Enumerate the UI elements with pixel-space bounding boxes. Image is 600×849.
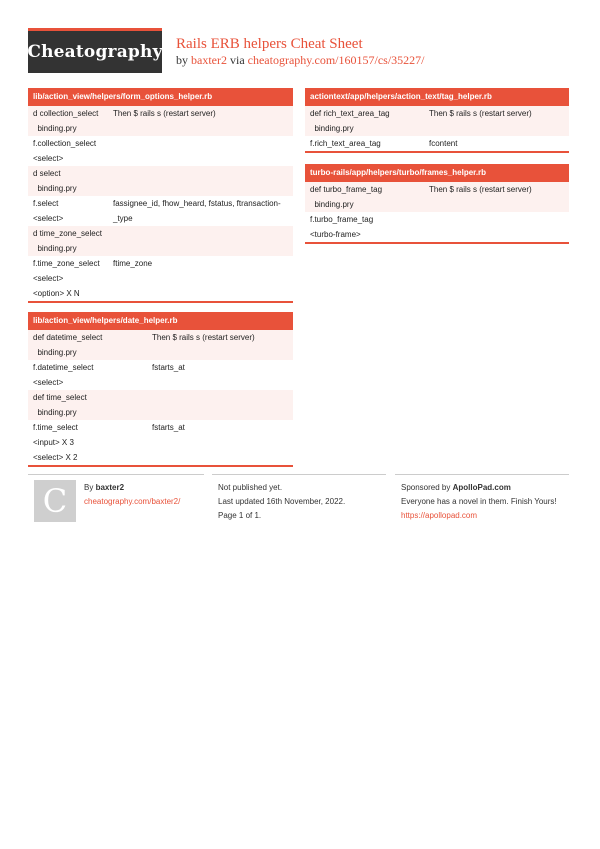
table-row: f.rich_text_area_tag fcontent	[305, 136, 569, 151]
section-header: lib/action_view/helpers/form_options_helper.rb	[28, 88, 293, 106]
section-date-helper	[28, 312, 293, 467]
table-row: f.collection_select <select>	[28, 136, 293, 166]
page-title: Rails ERB helpers Cheat Sheet	[176, 36, 363, 52]
section-form-options-helper	[28, 88, 293, 303]
byline	[176, 53, 425, 68]
sponsor-text: Everyone has a novel in them. Finish Yours!	[401, 497, 557, 506]
footer-author-url[interactable]: cheatography.com/baxter2/	[84, 497, 181, 506]
table-row: f.turbo_frame_tag <turbo-frame>	[305, 212, 569, 242]
page-number: Page 1 of 1.	[218, 511, 262, 520]
table-row: f.datetime_select <select> fstarts_at	[28, 360, 293, 390]
footer-author	[28, 474, 204, 509]
footer-author-link[interactable]: baxter2	[95, 483, 125, 492]
table-row: def turbo_frame_tag binding.pry Then $ rails s (restart server)	[305, 182, 569, 212]
table-row: d select binding.pry	[28, 166, 293, 196]
via-label: via	[229, 53, 245, 67]
table-row: f.time_select <input> X 3 <select> X 2 fstarts_at	[28, 420, 293, 465]
table-row: def rich_text_area_tag binding.pry Then $ rails s (restart server)	[305, 106, 569, 136]
section-header: lib/action_view/helpers/date_helper.rb	[28, 312, 293, 330]
footer-sponsor	[395, 474, 569, 523]
footer-meta	[212, 474, 386, 523]
by-label: by	[176, 53, 188, 67]
author-link[interactable]: baxter2	[191, 53, 227, 67]
author-avatar[interactable]: C	[34, 480, 76, 522]
section-frames-helper	[305, 164, 569, 244]
sponsor-link[interactable]: https://apollopad.com	[401, 511, 478, 520]
published-status: Not published yet.	[218, 483, 283, 492]
sponsor-name: ApolloPad.com	[452, 483, 511, 492]
section-header: actiontext/app/helpers/action_text/tag_helper.rb	[305, 88, 569, 106]
footer-by-label: By	[84, 483, 94, 492]
table-row: d time_zone_select binding.pry	[28, 226, 293, 256]
table-row: d collection_select binding.pry Then $ rails s (restart server)	[28, 106, 293, 136]
table-row: def datetime_select binding.pry Then $ rails s (restart server)	[28, 330, 293, 360]
sponsor-prefix: Sponsored by	[401, 483, 451, 492]
section-tag-helper	[305, 88, 569, 153]
sheet-url-link[interactable]: cheatography.com/160157/cs/35227/	[247, 53, 425, 67]
section-header: turbo-rails/app/helpers/turbo/frames_helper.rb	[305, 164, 569, 182]
last-updated: Last updated 16th November, 2022.	[218, 497, 346, 506]
cheatography-logo[interactable]: Cheatography	[28, 28, 162, 73]
table-row: def time_select binding.pry	[28, 390, 293, 420]
table-row: f.time_zone_select <select> <option> X N ftime_zone	[28, 256, 293, 301]
table-row: f.select <select> fassignee_id, fhow_heard, fstatus, ftransaction-_type	[28, 196, 293, 226]
